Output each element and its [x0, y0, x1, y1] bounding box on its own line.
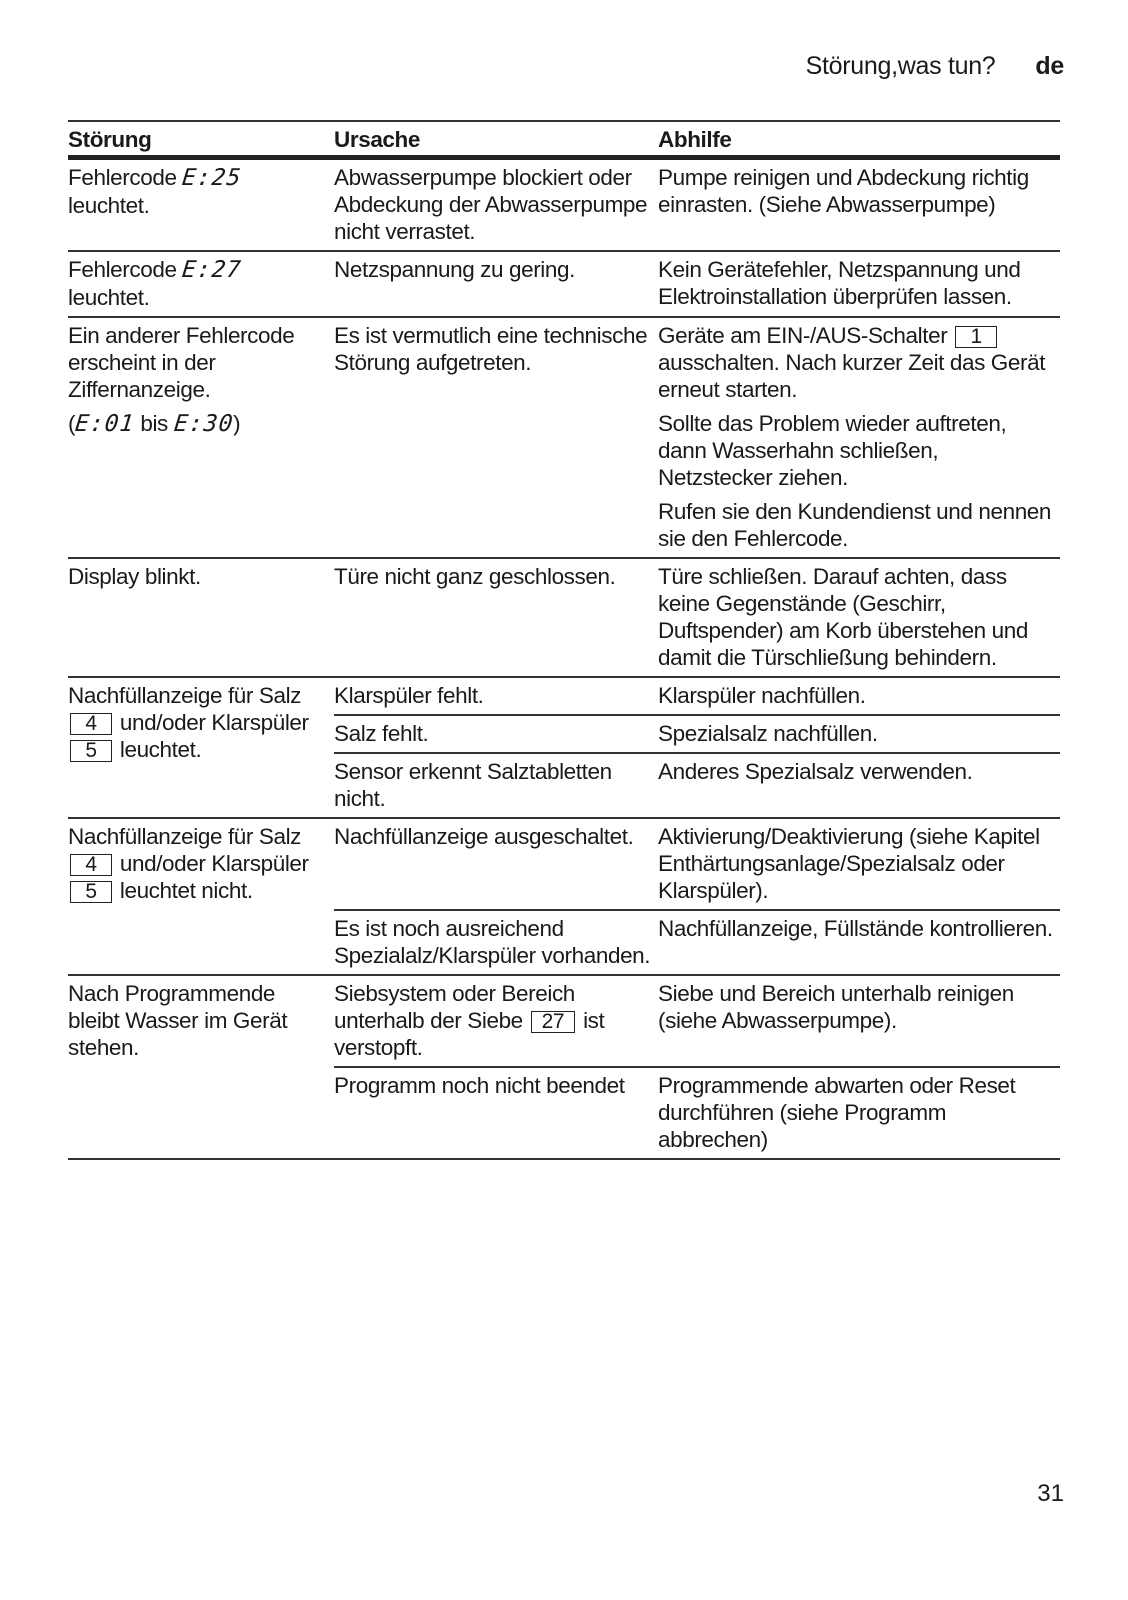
- cause-cell: Nachfüllanzeige ausgeschaltet.: [334, 818, 658, 910]
- remedy-text: Rufen sie den Kundendienst und nennen sie den Fehlercode.: [658, 499, 1052, 551]
- page-number: 31: [1037, 1480, 1064, 1507]
- cause-cell: Es ist noch ausreichend Spezialalz/Klarspüler vorhanden.: [334, 910, 658, 975]
- cause-cell: Programm noch nicht beendet: [334, 1067, 658, 1159]
- table-row: [68, 158, 1060, 252]
- table-row: [68, 558, 1060, 677]
- paren: (: [68, 411, 76, 436]
- table-row: [68, 317, 1060, 558]
- cause-cell: Salz fehlt.: [334, 715, 658, 753]
- error-code-display: E:25: [181, 165, 244, 191]
- symptom-cell: Nach Programmende bleibt Wasser im Gerät stehen.: [68, 975, 334, 1159]
- symptom-cell: Display blinkt.: [68, 558, 334, 677]
- symptom-text: [68, 709, 328, 736]
- table-header-row: [68, 121, 1060, 158]
- paren: ): [233, 411, 241, 436]
- symptom-text: leuchtet.: [68, 285, 150, 310]
- remedy-cell: Klarspüler nachfüllen.: [658, 677, 1060, 715]
- page-title: Störung,was tun?: [805, 52, 996, 80]
- remedy-text-part: ausschalten. Nach kurzer Zeit das Gerät erneut starten.: [658, 350, 1046, 402]
- error-code-display: E:01: [73, 411, 136, 437]
- remedy-cell: Aktivierung/Deaktivierung (siehe Kapitel Enthärtungsanlage/Spezialsalz oder Klarspüler).: [658, 818, 1060, 910]
- cause-cell: Es ist vermutlich eine technische Störung aufgetreten.: [334, 317, 658, 558]
- symptom-cell: [68, 158, 334, 252]
- filter-part-reference: 27: [531, 1011, 576, 1033]
- indicator-key-reference: 5: [70, 881, 112, 903]
- table-row: [68, 818, 1060, 910]
- symptom-text-part: leuchtet.: [114, 737, 202, 762]
- remedy-text: [658, 322, 1054, 403]
- symptom-cell: [68, 677, 334, 818]
- indicator-key-reference: 4: [70, 854, 112, 876]
- range-text: bis: [134, 411, 174, 436]
- symptom-text-part: und/oder Klarspüler: [114, 710, 309, 735]
- table-row: [68, 677, 1060, 715]
- symptom-text-part: und/oder Klarspüler: [114, 851, 309, 876]
- symptom-text-part: leuchtet nicht.: [114, 878, 253, 903]
- symptom-cell: [68, 251, 334, 317]
- symptom-cell: [68, 317, 334, 558]
- cause-text-part: ist verstopft.: [334, 1008, 605, 1060]
- table-row: [68, 251, 1060, 317]
- indicator-key-reference: 4: [70, 713, 112, 735]
- page-header: [68, 52, 1064, 81]
- column-header-stoerung: Störung: [68, 121, 334, 158]
- symptom-text: Nachfüllanzeige für Salz: [68, 824, 302, 849]
- cause-text-part: Siebsystem oder Bereich unterhalb der Siebe: [334, 981, 575, 1033]
- table-row: [68, 975, 1060, 1067]
- error-code-range: [68, 410, 328, 438]
- cause-cell: Abwasserpumpe blockiert oder Abdeckung der Abwasserpumpe nicht verrastet.: [334, 158, 658, 252]
- symptom-cell: [68, 818, 334, 975]
- error-code-display: E:27: [181, 257, 244, 283]
- symptom-text: [68, 850, 328, 877]
- symptom-text: [68, 877, 328, 904]
- cause-cell: [334, 975, 658, 1067]
- indicator-key-reference: 5: [70, 740, 112, 762]
- language-code: de: [1035, 52, 1064, 80]
- column-header-abhilfe: Abhilfe: [658, 121, 1060, 158]
- cause-cell: Sensor erkennt Salztabletten nicht.: [334, 753, 658, 818]
- remedy-text: Sollte das Problem wieder auftreten, dann Wasserhahn schließen, Netzstecker ziehen.: [658, 411, 1007, 490]
- symptom-text: Nachfüllanzeige für Salz: [68, 683, 302, 708]
- symptom-text: [68, 736, 328, 763]
- remedy-cell: Spezialsalz nachfüllen.: [658, 715, 1060, 753]
- cause-cell: Netzspannung zu gering.: [334, 251, 658, 317]
- troubleshooting-table: [68, 120, 1060, 1160]
- error-code-display: E:30: [172, 411, 235, 437]
- column-header-ursache: Ursache: [334, 121, 658, 158]
- symptom-text: Ein anderer Fehlercode erscheint in der Ziffernanzeige.: [68, 323, 295, 402]
- remedy-cell: Kein Gerätefehler, Netzspannung und Elektroinstallation überprüfen lassen.: [658, 251, 1060, 317]
- remedy-cell: Nachfüllanzeige, Füllstände kontrollieren.: [658, 910, 1060, 975]
- cause-cell: Klarspüler fehlt.: [334, 677, 658, 715]
- on-off-key-reference: 1: [955, 326, 997, 348]
- remedy-cell: Türe schließen. Darauf achten, dass keine Gegenstände (Geschirr, Duftspender) am Korb überstehen und damit die Türschließung behindern.: [658, 558, 1060, 677]
- remedy-cell: [658, 317, 1060, 558]
- remedy-text-part: Geräte am EIN-/AUS-Schalter: [658, 323, 954, 348]
- symptom-text: leuchtet.: [68, 193, 150, 218]
- symptom-text: Fehlercode: [68, 165, 183, 190]
- cause-cell: Türe nicht ganz geschlossen.: [334, 558, 658, 677]
- remedy-cell: Siebe und Bereich unterhalb reinigen (siehe Abwasserpumpe).: [658, 975, 1060, 1067]
- symptom-text: Fehlercode: [68, 257, 183, 282]
- remedy-cell: Programmende abwarten oder Reset durchführen (siehe Programm abbrechen): [658, 1067, 1060, 1159]
- remedy-cell: Anderes Spezialsalz verwenden.: [658, 753, 1060, 818]
- remedy-cell: Pumpe reinigen und Abdeckung richtig einrasten. (Siehe Abwasserpumpe): [658, 158, 1060, 252]
